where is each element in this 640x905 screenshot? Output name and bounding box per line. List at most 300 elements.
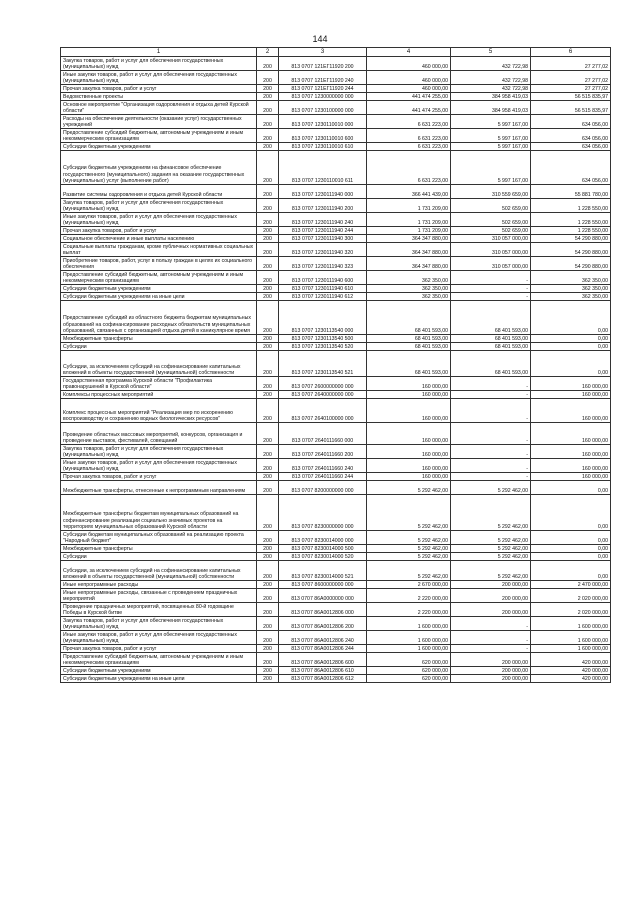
row-code-cell: 813 0707 1230111940 000 (279, 185, 367, 199)
row-col2-cell: 200 (257, 115, 279, 129)
row-code-cell: 813 0707 8230000000 000 (279, 495, 367, 531)
row-value-col6-cell: 362 350,00 (531, 285, 611, 293)
row-value-col5-cell: 68 401 593,00 (451, 351, 531, 377)
row-code-cell: 813 0707 2640000000 000 (279, 391, 367, 399)
row-name-cell: Межбюджетные трансферты (61, 335, 257, 343)
row-col2-cell: 200 (257, 71, 279, 85)
row-name-cell: Проведение праздничных мероприятий, посвященных 80-й годовщине Победы в Курской битве (61, 603, 257, 617)
row-name-cell: Социальные выплаты гражданам, кроме публичных нормативных социальных выплат (61, 243, 257, 257)
row-value-col5-cell: - (451, 473, 531, 481)
row-name-cell: Предоставление субсидий из областного бюджета бюджетам муниципальных образований на софинансирование расходных обязательств муниципальных образований, связанных с организацией отдыха детей в каникулярное время (61, 301, 257, 335)
row-code-cell: 813 0707 1230110010 600 (279, 129, 367, 143)
row-value-col4-cell: 1 731 209,00 (367, 213, 451, 227)
row-value-col6-cell: 0,00 (531, 301, 611, 335)
table-row (61, 553, 611, 561)
header-cell: 3 (279, 48, 367, 57)
row-value-col4-cell: 6 631 223,00 (367, 129, 451, 143)
row-col2-cell: 200 (257, 257, 279, 271)
table-row (61, 653, 611, 667)
row-value-col4-cell: 160 000,00 (367, 377, 451, 391)
row-value-col5-cell: 432 722,98 (451, 57, 531, 71)
row-col2-cell: 200 (257, 481, 279, 495)
row-col2-cell: 200 (257, 675, 279, 683)
row-value-col4-cell: 460 000,00 (367, 57, 451, 71)
row-value-col6-cell: 27 277,02 (531, 85, 611, 93)
row-code-cell: 813 0707 121ЕГ11920 200 (279, 57, 367, 71)
row-value-col5-cell: 310 057 000,00 (451, 243, 531, 257)
row-code-cell: 813 0707 86А0012806 000 (279, 603, 367, 617)
row-value-col5-cell: 310 057 000,00 (451, 257, 531, 271)
row-code-cell: 813 0707 1230111940 244 (279, 227, 367, 235)
row-value-col4-cell: 6 631 223,00 (367, 143, 451, 151)
row-col2-cell: 200 (257, 213, 279, 227)
row-value-col4-cell: 1 600 000,00 (367, 617, 451, 631)
row-name-cell: Субсидии бюджетным учреждениям (61, 667, 257, 675)
row-value-col4-cell: 2 220 000,00 (367, 589, 451, 603)
row-col2-cell: 200 (257, 143, 279, 151)
row-value-col6-cell: 1 228 550,00 (531, 213, 611, 227)
table-row (61, 495, 611, 531)
row-value-col5-cell: - (451, 645, 531, 653)
row-col2-cell: 200 (257, 151, 279, 185)
row-value-col4-cell: 1 600 000,00 (367, 631, 451, 645)
row-col2-cell: 200 (257, 445, 279, 459)
row-value-col5-cell: 5 997 167,00 (451, 151, 531, 185)
row-col2-cell: 200 (257, 285, 279, 293)
row-value-col4-cell: 362 350,00 (367, 293, 451, 301)
row-code-cell: 813 0707 8230014000 521 (279, 561, 367, 581)
row-value-col4-cell: 364 347 880,00 (367, 257, 451, 271)
row-value-col5-cell: - (451, 445, 531, 459)
row-value-col6-cell: 56 515 835,97 (531, 93, 611, 101)
row-name-cell: Субсидии бюджетным учреждениям на финансовое обеспечение государственного (муниципального) задания на оказание государственных (муниципальных) услуг (выполнение работ) (61, 151, 257, 185)
row-value-col4-cell: 68 401 593,00 (367, 343, 451, 351)
table-row (61, 115, 611, 129)
row-value-col4-cell: 2 670 000,00 (367, 581, 451, 589)
row-col2-cell: 200 (257, 335, 279, 343)
header-cell: 6 (531, 48, 611, 57)
row-value-col6-cell: 1 228 550,00 (531, 199, 611, 213)
table-row (61, 185, 611, 199)
row-name-cell: Расходы на обеспечение деятельности (оказание услуг) государственных учреждений (61, 115, 257, 129)
row-name-cell: Ведомственные проекты (61, 93, 257, 101)
row-value-col5-cell: 200 000,00 (451, 675, 531, 683)
row-name-cell: Закупка товаров, работ и услуг для обеспечения государственных (муниципальных) нужд (61, 617, 257, 631)
row-col2-cell: 200 (257, 293, 279, 301)
row-name-cell: Закупка товаров, работ и услуг для обеспечения государственных (муниципальных) нужд (61, 445, 257, 459)
row-code-cell: 813 0707 86А0012806 240 (279, 631, 367, 645)
table-row (61, 561, 611, 581)
row-value-col4-cell: 160 000,00 (367, 391, 451, 399)
row-code-cell: 813 0707 2640111660 200 (279, 445, 367, 459)
row-value-col5-cell: 200 000,00 (451, 589, 531, 603)
row-code-cell: 813 0707 86А0012806 244 (279, 645, 367, 653)
row-code-cell: 813 0707 1230111940 320 (279, 243, 367, 257)
row-name-cell: Прочая закупка товаров, работ и услуг (61, 645, 257, 653)
table-row (61, 227, 611, 235)
row-col2-cell: 200 (257, 199, 279, 213)
row-value-col4-cell: 441 474 255,00 (367, 93, 451, 101)
row-value-col6-cell: 160 000,00 (531, 423, 611, 445)
row-value-col5-cell: 5 997 167,00 (451, 129, 531, 143)
row-name-cell: Прочая закупка товаров, работ и услуг (61, 227, 257, 235)
row-value-col5-cell: 200 000,00 (451, 667, 531, 675)
row-value-col6-cell: 0,00 (531, 561, 611, 581)
row-col2-cell: 200 (257, 653, 279, 667)
row-value-col6-cell: 0,00 (531, 531, 611, 545)
row-value-col6-cell: 0,00 (531, 495, 611, 531)
row-name-cell: Субсидии бюджетным учреждениям (61, 143, 257, 151)
row-name-cell: Субсидии (61, 343, 257, 351)
row-code-cell: 813 0707 86А0012806 610 (279, 667, 367, 675)
row-col2-cell: 200 (257, 235, 279, 243)
table-row (61, 631, 611, 645)
table-body (61, 48, 611, 683)
row-name-cell: Межбюджетные трансферты бюджетам муниципальных образований на софинансирование реализации социально значимых проектов на территориях муниципальных образований Курской области (61, 495, 257, 531)
row-code-cell: 813 0707 2640111660 244 (279, 473, 367, 481)
row-value-col6-cell: 2 020 000,00 (531, 589, 611, 603)
row-value-col5-cell: 5 292 462,00 (451, 545, 531, 553)
row-value-col6-cell: 0,00 (531, 545, 611, 553)
row-value-col5-cell: 502 659,00 (451, 213, 531, 227)
row-value-col5-cell: 200 000,00 (451, 581, 531, 589)
row-code-cell: 813 0707 1230111940 610 (279, 285, 367, 293)
row-value-col6-cell: 362 350,00 (531, 293, 611, 301)
row-name-cell: Социальное обеспечение и иные выплаты населению (61, 235, 257, 243)
table-row (61, 143, 611, 151)
row-value-col5-cell: 200 000,00 (451, 653, 531, 667)
row-code-cell: 813 0707 8230014000 500 (279, 545, 367, 553)
row-code-cell: 813 0707 8600000000 000 (279, 581, 367, 589)
row-value-col6-cell: 362 350,00 (531, 271, 611, 285)
row-name-cell: Субсидии бюджетам муниципальных образований на реализацию проекта "Народный бюджет" (61, 531, 257, 545)
row-code-cell: 813 0707 8200000000 000 (279, 481, 367, 495)
row-value-col5-cell: 68 401 593,00 (451, 301, 531, 335)
row-col2-cell: 200 (257, 553, 279, 561)
table-row (61, 199, 611, 213)
row-name-cell: Субсидии (61, 553, 257, 561)
row-value-col4-cell: 1 731 209,00 (367, 199, 451, 213)
row-value-col5-cell: - (451, 391, 531, 399)
row-value-col6-cell: 0,00 (531, 335, 611, 343)
row-code-cell: 813 0707 8230014000 520 (279, 553, 367, 561)
row-code-cell: 813 0707 86А0012806 200 (279, 617, 367, 631)
row-value-col4-cell: 5 292 462,00 (367, 481, 451, 495)
table-row (61, 101, 611, 115)
row-code-cell: 813 0707 86А0000000 000 (279, 589, 367, 603)
row-col2-cell: 200 (257, 93, 279, 101)
table-row (61, 603, 611, 617)
row-name-cell: Комплекс процессных мероприятий "Реализация мер по искоренению воспроизводству и сохранению водных биологических ресурсов" (61, 399, 257, 423)
row-code-cell: 813 0707 121ЕГ11920 244 (279, 85, 367, 93)
row-col2-cell: 200 (257, 631, 279, 645)
row-col2-cell: 200 (257, 589, 279, 603)
table-row (61, 589, 611, 603)
row-col2-cell: 200 (257, 85, 279, 93)
header-cell: 2 (257, 48, 279, 57)
row-value-col6-cell: 55 881 780,00 (531, 185, 611, 199)
row-col2-cell: 200 (257, 423, 279, 445)
table-row (61, 293, 611, 301)
row-value-col5-cell: 502 659,00 (451, 227, 531, 235)
row-value-col6-cell: 420 000,00 (531, 675, 611, 683)
row-value-col6-cell: 56 515 835,97 (531, 101, 611, 115)
row-value-col6-cell: 1 228 550,00 (531, 227, 611, 235)
row-value-col6-cell: 634 056,00 (531, 151, 611, 185)
table-row (61, 351, 611, 377)
row-value-col6-cell: 0,00 (531, 481, 611, 495)
row-col2-cell: 200 (257, 495, 279, 531)
row-name-cell: Субсидии, за исключением субсидий на софинансирование капитальных вложений в объекты государственной (муниципальной) собственности (61, 351, 257, 377)
row-value-col5-cell: - (451, 631, 531, 645)
row-value-col4-cell: 68 401 593,00 (367, 301, 451, 335)
table-row (61, 343, 611, 351)
row-value-col4-cell: 6 631 223,00 (367, 115, 451, 129)
table-row (61, 459, 611, 473)
row-value-col5-cell: 502 659,00 (451, 199, 531, 213)
row-code-cell: 813 0707 1230100000 000 (279, 101, 367, 115)
table-row (61, 243, 611, 257)
row-value-col4-cell: 364 347 880,00 (367, 243, 451, 257)
table-row (61, 645, 611, 653)
row-name-cell: Развитие системы оздоровления и отдыха детей Курской области (61, 185, 257, 199)
row-col2-cell: 200 (257, 473, 279, 481)
row-name-cell: Межбюджетные трансферты (61, 545, 257, 553)
row-code-cell: 813 0707 1230111940 323 (279, 257, 367, 271)
row-code-cell: 813 0707 1230000000 000 (279, 93, 367, 101)
row-col2-cell: 200 (257, 399, 279, 423)
row-value-col6-cell: 160 000,00 (531, 377, 611, 391)
row-col2-cell: 200 (257, 391, 279, 399)
row-col2-cell: 200 (257, 617, 279, 631)
row-value-col5-cell: 5 997 167,00 (451, 115, 531, 129)
row-value-col5-cell: 5 292 462,00 (451, 481, 531, 495)
page-number: 144 (312, 34, 328, 44)
table-row (61, 667, 611, 675)
row-name-cell: Закупка товаров, работ и услуг для обеспечения государственных (муниципальных) нужд (61, 57, 257, 71)
row-value-col4-cell: 441 474 255,00 (367, 101, 451, 115)
table-row (61, 151, 611, 185)
table-row (61, 531, 611, 545)
row-value-col5-cell: 68 401 593,00 (451, 343, 531, 351)
row-col2-cell: 200 (257, 603, 279, 617)
table-row (61, 71, 611, 85)
row-value-col5-cell: 200 000,00 (451, 603, 531, 617)
row-value-col5-cell: - (451, 271, 531, 285)
row-name-cell: Проведение областных массовых мероприятий, конкурсов, организация и проведение выставок, фестивалей, совещаний (61, 423, 257, 445)
row-value-col5-cell: - (451, 293, 531, 301)
row-code-cell: 813 0707 2640111660 000 (279, 423, 367, 445)
row-name-cell: Субсидии бюджетным учреждениям на иные цели (61, 675, 257, 683)
row-value-col4-cell: 366 441 439,00 (367, 185, 451, 199)
table-row (61, 391, 611, 399)
row-code-cell: 813 0707 1230113540 520 (279, 343, 367, 351)
budget-table (60, 47, 611, 683)
row-value-col5-cell: - (451, 377, 531, 391)
row-code-cell: 813 0707 2640100000 000 (279, 399, 367, 423)
table-row (61, 213, 611, 227)
header-row (61, 48, 611, 57)
row-value-col4-cell: 364 347 880,00 (367, 235, 451, 243)
row-value-col5-cell: 384 958 419,03 (451, 101, 531, 115)
table-row (61, 235, 611, 243)
row-name-cell: Иные закупки товаров, работ и услуг для обеспечения государственных (муниципальных) нужд (61, 213, 257, 227)
header-cell: 5 (451, 48, 531, 57)
row-value-col5-cell: 432 722,98 (451, 85, 531, 93)
row-name-cell: Закупка товаров, работ и услуг для обеспечения государственных (муниципальных) нужд (61, 199, 257, 213)
row-value-col6-cell: 0,00 (531, 343, 611, 351)
row-value-col4-cell: 160 000,00 (367, 459, 451, 473)
table-row (61, 581, 611, 589)
row-value-col6-cell: 54 290 880,00 (531, 257, 611, 271)
row-code-cell: 813 0707 121ЕГ11920 240 (279, 71, 367, 85)
row-value-col5-cell: 68 401 593,00 (451, 335, 531, 343)
row-value-col6-cell: 27 277,02 (531, 57, 611, 71)
row-value-col5-cell: 5 292 462,00 (451, 495, 531, 531)
table-row (61, 545, 611, 553)
row-col2-cell: 200 (257, 667, 279, 675)
row-value-col4-cell: 362 350,00 (367, 285, 451, 293)
row-value-col6-cell: 1 600 000,00 (531, 645, 611, 653)
row-name-cell: Субсидии бюджетным учреждениям (61, 285, 257, 293)
row-code-cell: 813 0707 2600000000 000 (279, 377, 367, 391)
row-col2-cell: 200 (257, 343, 279, 351)
row-name-cell: Межбюджетные трансферты, отнесенные к непрограммным направлениям (61, 481, 257, 495)
row-code-cell: 813 0707 86А0012806 612 (279, 675, 367, 683)
row-value-col4-cell: 620 000,00 (367, 675, 451, 683)
row-code-cell: 813 0707 1230113540 000 (279, 301, 367, 335)
row-name-cell: Иные закупки товаров, работ и услуг для обеспечения государственных (муниципальных) нужд (61, 459, 257, 473)
row-value-col6-cell: 160 000,00 (531, 445, 611, 459)
row-value-col6-cell: 160 000,00 (531, 473, 611, 481)
row-col2-cell: 200 (257, 561, 279, 581)
row-value-col4-cell: 5 292 462,00 (367, 545, 451, 553)
row-col2-cell: 200 (257, 531, 279, 545)
row-code-cell: 813 0707 1230111940 612 (279, 293, 367, 301)
row-name-cell: Предоставление субсидий бюджетным, автономным учреждениям и иным некоммерческим организациям (61, 653, 257, 667)
row-value-col4-cell: 460 000,00 (367, 71, 451, 85)
row-value-col4-cell: 5 292 462,00 (367, 495, 451, 531)
row-value-col6-cell: 2 020 000,00 (531, 603, 611, 617)
row-value-col5-cell: - (451, 423, 531, 445)
row-code-cell: 813 0707 1230111940 240 (279, 213, 367, 227)
row-value-col4-cell: 620 000,00 (367, 653, 451, 667)
row-name-cell: Комплексы процессных мероприятий (61, 391, 257, 399)
row-name-cell: Иные закупки товаров, работ и услуг для обеспечения государственных (муниципальных) нужд (61, 631, 257, 645)
table-row (61, 617, 611, 631)
row-code-cell: 813 0707 1230113540 500 (279, 335, 367, 343)
row-col2-cell: 200 (257, 581, 279, 589)
table-row (61, 335, 611, 343)
header-cell: 1 (61, 48, 257, 57)
row-value-col4-cell: 160 000,00 (367, 423, 451, 445)
row-value-col4-cell: 6 631 223,00 (367, 151, 451, 185)
row-col2-cell: 200 (257, 645, 279, 653)
row-col2-cell: 200 (257, 227, 279, 235)
table-row (61, 93, 611, 101)
row-value-col6-cell: 160 000,00 (531, 391, 611, 399)
row-name-cell: Иные непрограммные расходы, связанные с проведением праздничных мероприятий (61, 589, 257, 603)
table-row (61, 675, 611, 683)
row-value-col6-cell: 0,00 (531, 351, 611, 377)
table-row (61, 129, 611, 143)
row-value-col4-cell: 160 000,00 (367, 399, 451, 423)
row-value-col4-cell: 5 292 462,00 (367, 561, 451, 581)
table-row (61, 57, 611, 71)
row-value-col4-cell: 620 000,00 (367, 667, 451, 675)
row-value-col6-cell: 160 000,00 (531, 459, 611, 473)
row-value-col6-cell: 1 600 000,00 (531, 617, 611, 631)
row-code-cell: 813 0707 86А0012806 600 (279, 653, 367, 667)
row-name-cell: Государственная программа Курской области "Профилактика правонарушений в Курской области" (61, 377, 257, 391)
row-code-cell: 813 0707 1230113540 521 (279, 351, 367, 377)
row-value-col4-cell: 160 000,00 (367, 473, 451, 481)
row-value-col5-cell: - (451, 285, 531, 293)
row-value-col4-cell: 5 292 462,00 (367, 531, 451, 545)
row-value-col5-cell: 384 958 419,03 (451, 93, 531, 101)
row-value-col4-cell: 1 600 000,00 (367, 645, 451, 653)
row-name-cell: Основное мероприятие "Организация оздоровления и отдыха детей Курской области" (61, 101, 257, 115)
row-value-col6-cell: 420 000,00 (531, 653, 611, 667)
row-value-col6-cell: 634 056,00 (531, 143, 611, 151)
row-code-cell: 813 0707 1230111940 200 (279, 199, 367, 213)
row-value-col5-cell: 5 292 462,00 (451, 561, 531, 581)
row-col2-cell: 200 (257, 377, 279, 391)
row-col2-cell: 200 (257, 301, 279, 335)
row-value-col5-cell: 5 292 462,00 (451, 553, 531, 561)
row-value-col5-cell: 5 997 167,00 (451, 143, 531, 151)
row-value-col6-cell: 634 056,00 (531, 129, 611, 143)
row-name-cell: Предоставление субсидий бюджетным, автономным учреждениям и иным некоммерческим организациям (61, 271, 257, 285)
row-code-cell: 813 0707 8230014000 000 (279, 531, 367, 545)
row-col2-cell: 200 (257, 271, 279, 285)
row-value-col5-cell: - (451, 617, 531, 631)
row-value-col6-cell: 0,00 (531, 553, 611, 561)
row-value-col6-cell: 420 000,00 (531, 667, 611, 675)
row-col2-cell: 200 (257, 459, 279, 473)
row-value-col4-cell: 68 401 593,00 (367, 351, 451, 377)
table-row (61, 377, 611, 391)
row-code-cell: 813 0707 1230111940 300 (279, 235, 367, 243)
row-value-col4-cell: 5 292 462,00 (367, 553, 451, 561)
row-value-col5-cell: - (451, 459, 531, 473)
row-value-col6-cell: 2 470 000,00 (531, 581, 611, 589)
row-value-col4-cell: 362 350,00 (367, 271, 451, 285)
row-name-cell: Субсидии, за исключением субсидий на софинансирование капитальных вложений в объекты государственной (муниципальной) собственности (61, 561, 257, 581)
table-row (61, 473, 611, 481)
table-row (61, 481, 611, 495)
row-value-col6-cell: 54 290 880,00 (531, 243, 611, 257)
row-value-col5-cell: 310 559 659,00 (451, 185, 531, 199)
row-value-col5-cell: 5 292 462,00 (451, 531, 531, 545)
row-value-col4-cell: 2 220 000,00 (367, 603, 451, 617)
row-col2-cell: 200 (257, 545, 279, 553)
row-value-col6-cell: 160 000,00 (531, 399, 611, 423)
row-value-col5-cell: 432 722,98 (451, 71, 531, 85)
row-col2-cell: 200 (257, 185, 279, 199)
row-col2-cell: 200 (257, 351, 279, 377)
table-row (61, 257, 611, 271)
row-value-col6-cell: 54 290 880,00 (531, 235, 611, 243)
table-row (61, 445, 611, 459)
row-value-col4-cell: 68 401 593,00 (367, 335, 451, 343)
row-name-cell: Прочая закупка товаров, работ и услуг (61, 473, 257, 481)
table-row (61, 271, 611, 285)
row-value-col4-cell: 460 000,00 (367, 85, 451, 93)
row-name-cell: Субсидии бюджетным учреждениям на иные цели (61, 293, 257, 301)
table-row (61, 423, 611, 445)
row-name-cell: Приобретение товаров, работ, услуг в пользу граждан в целях их социального обеспечения (61, 257, 257, 271)
